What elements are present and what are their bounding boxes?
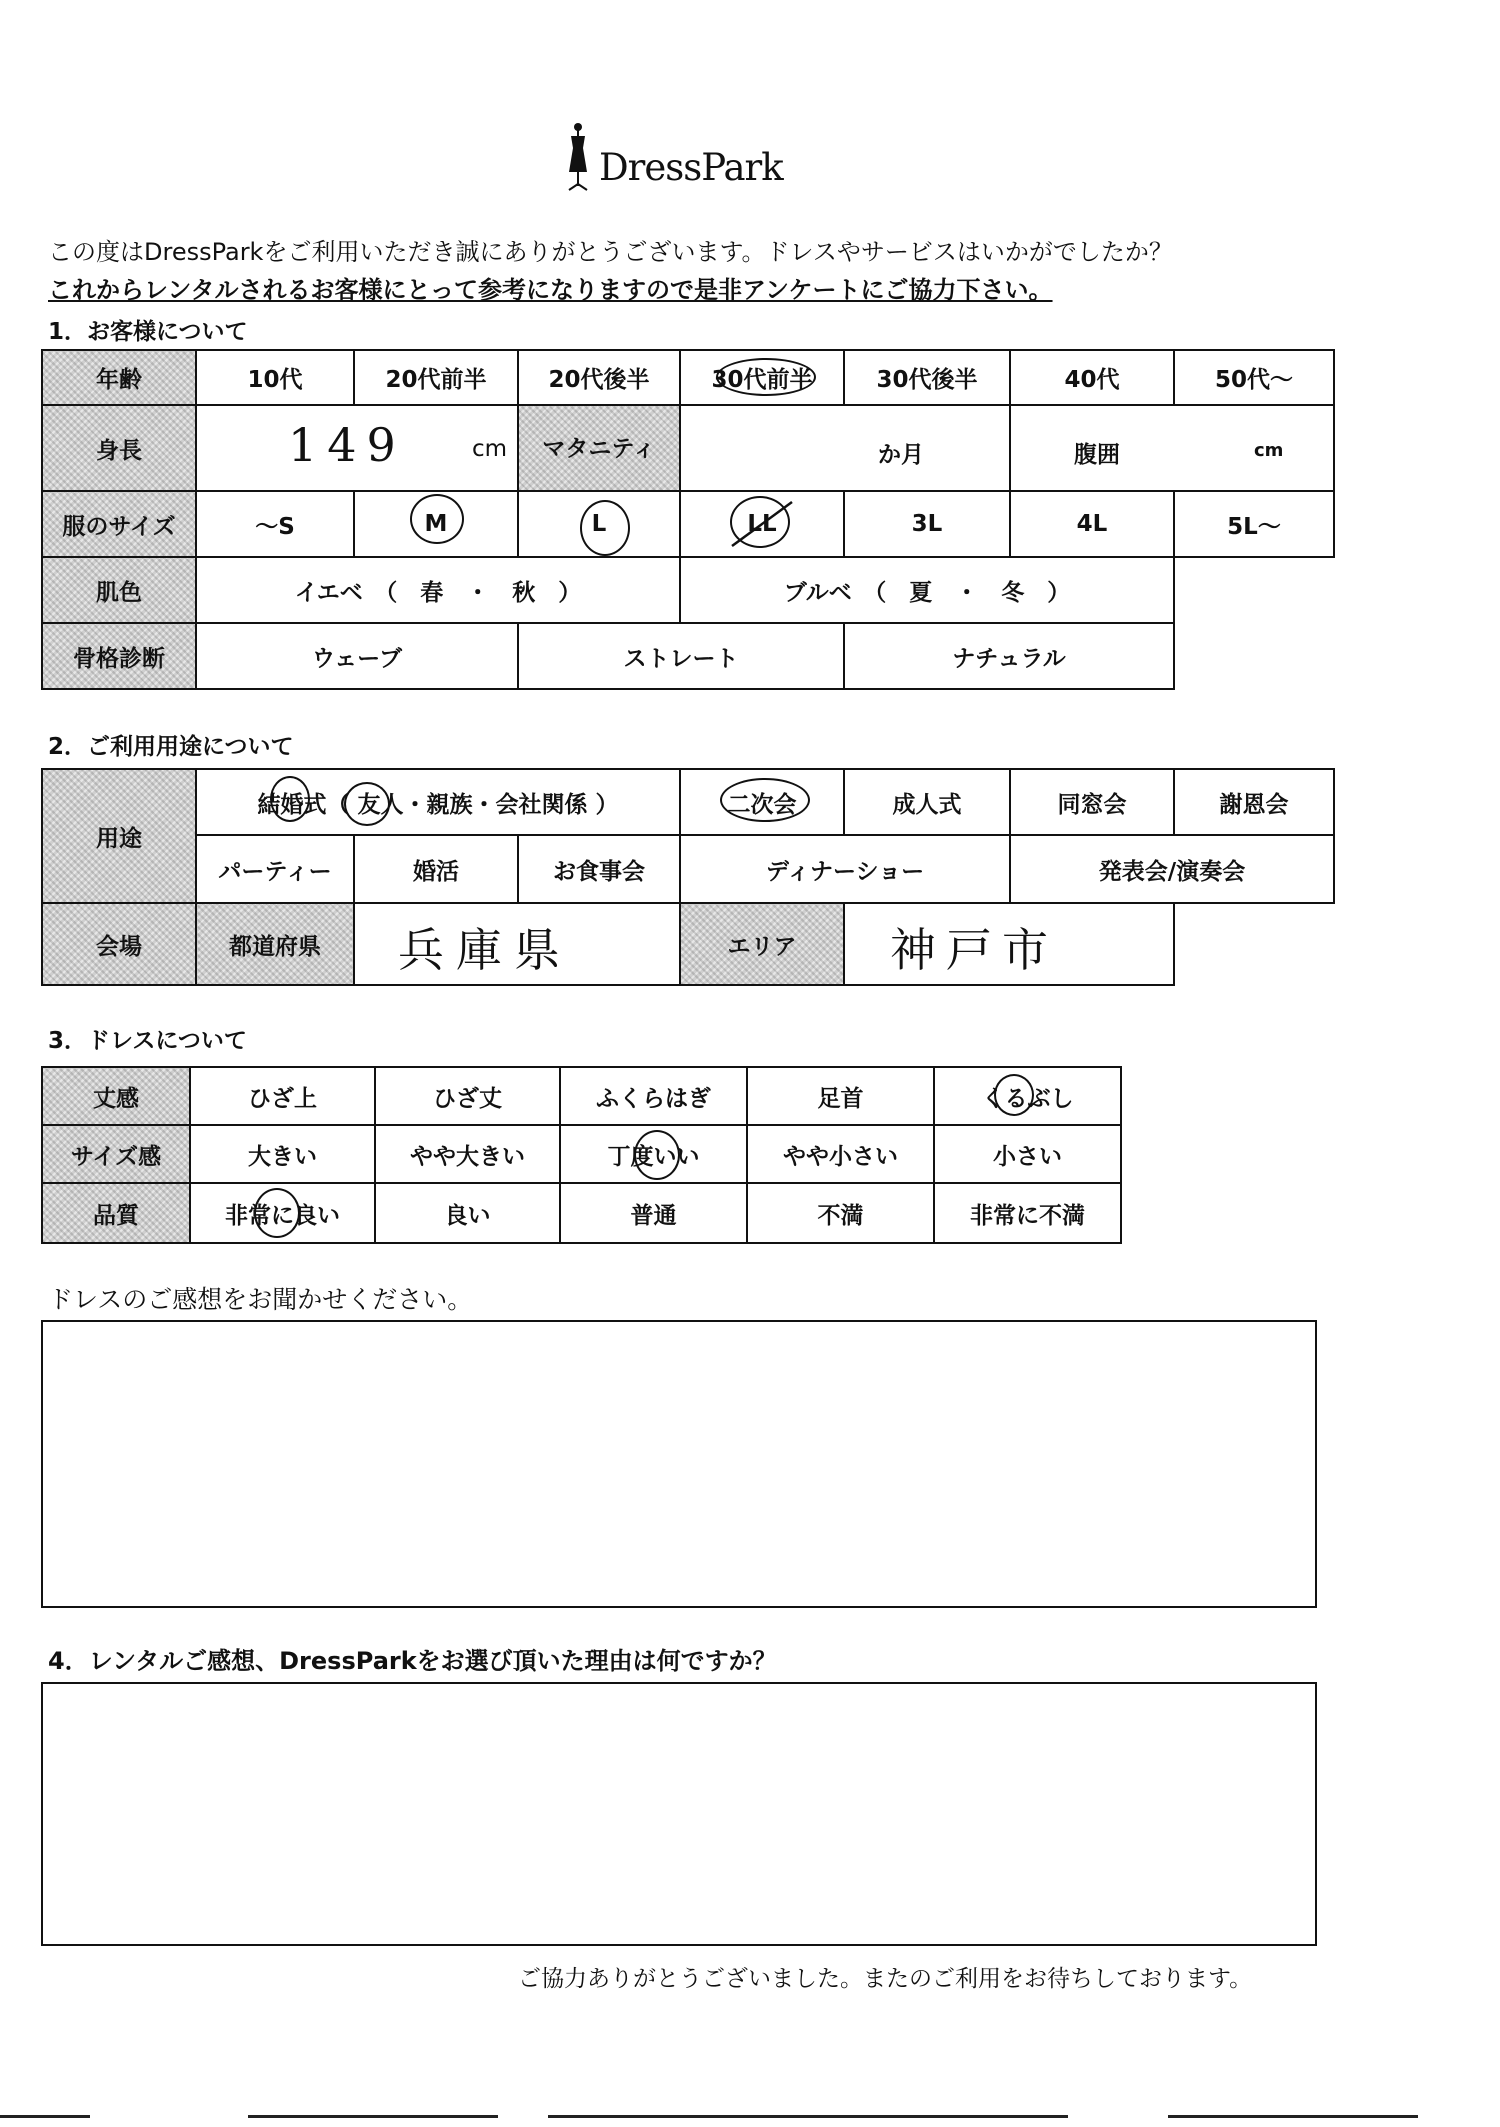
logo-brand-text: DressPark <box>599 146 783 189</box>
size-feel-option[interactable]: やや大きい <box>374 1124 561 1184</box>
dress-comment-prompt: ドレスのご感想をお聞かせください。 <box>48 1285 473 1314</box>
body-frame-label: 骨格診断 <box>41 622 197 690</box>
bottom-scan-line <box>248 2115 498 2118</box>
quality-option[interactable]: 良い <box>374 1182 561 1244</box>
use-option[interactable]: 謝恩会 <box>1173 768 1335 836</box>
section-1-title: 1．お客様について <box>48 319 248 345</box>
size-option[interactable]: 5L～ <box>1173 490 1335 558</box>
use-option[interactable]: パーティー <box>195 834 355 904</box>
prefecture-label: 都道府県 <box>195 902 355 986</box>
size-option-selected[interactable]: L <box>517 490 681 558</box>
size-option-selected[interactable]: M <box>353 490 519 558</box>
size-feel-option[interactable]: やや小さい <box>746 1124 935 1184</box>
dress-comment-box[interactable] <box>41 1320 1317 1608</box>
use-option[interactable]: 同窓会 <box>1009 768 1175 836</box>
use-option-wedding[interactable]: 結婚式（ 友人・親族・会社関係 ） <box>195 768 681 836</box>
waist-field[interactable] <box>1009 404 1335 492</box>
bottom-scan-line <box>548 2115 1068 2118</box>
footer-thanks: ご協力ありがとうございました。またのご利用をお待ちしております。 <box>518 1966 1253 1992</box>
maternity-months-unit: か月 <box>878 442 924 468</box>
skin-tone-label: 肌色 <box>41 556 197 624</box>
age-label: 年齢 <box>41 349 197 406</box>
use-option[interactable]: 発表会/演奏会 <box>1009 834 1335 904</box>
dress-length-option[interactable]: ひざ丈 <box>374 1066 561 1126</box>
size-label: 服のサイズ <box>41 490 197 558</box>
area-value: 神戸市 <box>890 923 1058 977</box>
maternity-months-field[interactable] <box>679 404 1011 492</box>
size-feel-label: サイズ感 <box>41 1124 191 1184</box>
dresspark-logo <box>565 122 783 192</box>
dress-length-option[interactable]: ひざ上 <box>189 1066 376 1126</box>
prefecture-value: 兵庫県 <box>398 923 572 977</box>
quality-option-selected[interactable]: 非常に良い <box>189 1182 376 1244</box>
height-unit: cm <box>472 436 508 462</box>
size-option-selected[interactable]: LL <box>679 490 845 558</box>
age-option-selected[interactable]: 30代前半 <box>679 349 845 406</box>
use-option[interactable]: お食事会 <box>517 834 681 904</box>
skin-tone-yellow[interactable]: イエベ （ 春 ・ 秋 ） <box>195 556 681 624</box>
use-option[interactable]: 婚活 <box>353 834 519 904</box>
venue-label: 会場 <box>41 902 197 986</box>
age-option[interactable]: 50代～ <box>1173 349 1335 406</box>
use-label: 用途 <box>41 768 197 904</box>
intro-text: この度はDressParkをご利用いただき誠にありがとうございます。ドレスやサービスはいかがでしたか？ <box>48 238 1173 266</box>
size-feel-option[interactable]: 小さい <box>933 1124 1122 1184</box>
size-feel-option[interactable]: 大きい <box>189 1124 376 1184</box>
age-option[interactable]: 30代後半 <box>843 349 1011 406</box>
body-frame-option[interactable]: ナチュラル <box>843 622 1175 690</box>
dress-length-option[interactable]: ふくらはぎ <box>559 1066 748 1126</box>
rental-feedback-box[interactable] <box>41 1682 1317 1946</box>
waist-unit: cm <box>1254 440 1284 461</box>
dress-length-label: 丈感 <box>41 1066 191 1126</box>
strike-mark-icon <box>722 494 802 554</box>
section-4-title: 4．レンタルご感想、DressParkをお選び頂いた理由は何ですか？ <box>48 1647 777 1675</box>
use-option[interactable]: ディナーショー <box>679 834 1011 904</box>
height-value: 149 <box>288 418 406 472</box>
bottom-scan-line <box>0 2115 90 2118</box>
skin-tone-blue[interactable]: ブルベ （ 夏 ・ 冬 ） <box>679 556 1175 624</box>
quality-option[interactable]: 不満 <box>746 1182 935 1244</box>
age-option[interactable]: 40代 <box>1009 349 1175 406</box>
bottom-scan-line <box>1168 2115 1418 2118</box>
size-option[interactable]: 4L <box>1009 490 1175 558</box>
quality-label: 品質 <box>41 1182 191 1244</box>
use-option-selected[interactable]: 二次会 <box>679 768 845 836</box>
dress-length-option-selected[interactable]: くるぶし <box>933 1066 1122 1126</box>
intro-request: これからレンタルされるお客様にとって参考になりますので是非アンケートにご協力下さい。 <box>48 276 1053 304</box>
waist-label: 腹囲 <box>1074 442 1120 468</box>
quality-option[interactable]: 普通 <box>559 1182 748 1244</box>
height-label: 身長 <box>41 404 197 492</box>
size-option[interactable]: ～S <box>195 490 355 558</box>
use-option[interactable]: 成人式 <box>843 768 1011 836</box>
area-label: エリア <box>679 902 845 986</box>
body-frame-option[interactable]: ウェーブ <box>195 622 519 690</box>
age-option[interactable]: 10代 <box>195 349 355 406</box>
dress-length-option[interactable]: 足首 <box>746 1066 935 1126</box>
age-option[interactable]: 20代後半 <box>517 349 681 406</box>
size-feel-option-selected[interactable]: 丁度いい <box>559 1124 748 1184</box>
section-2-title: 2．ご利用用途について <box>48 734 294 760</box>
dress-form-icon <box>565 122 591 192</box>
age-option[interactable]: 20代前半 <box>353 349 519 406</box>
maternity-label: マタニティ <box>517 404 681 492</box>
quality-option[interactable]: 非常に不満 <box>933 1182 1122 1244</box>
size-option[interactable]: 3L <box>843 490 1011 558</box>
section-3-title: 3．ドレスについて <box>48 1028 247 1054</box>
body-frame-option[interactable]: ストレート <box>517 622 845 690</box>
